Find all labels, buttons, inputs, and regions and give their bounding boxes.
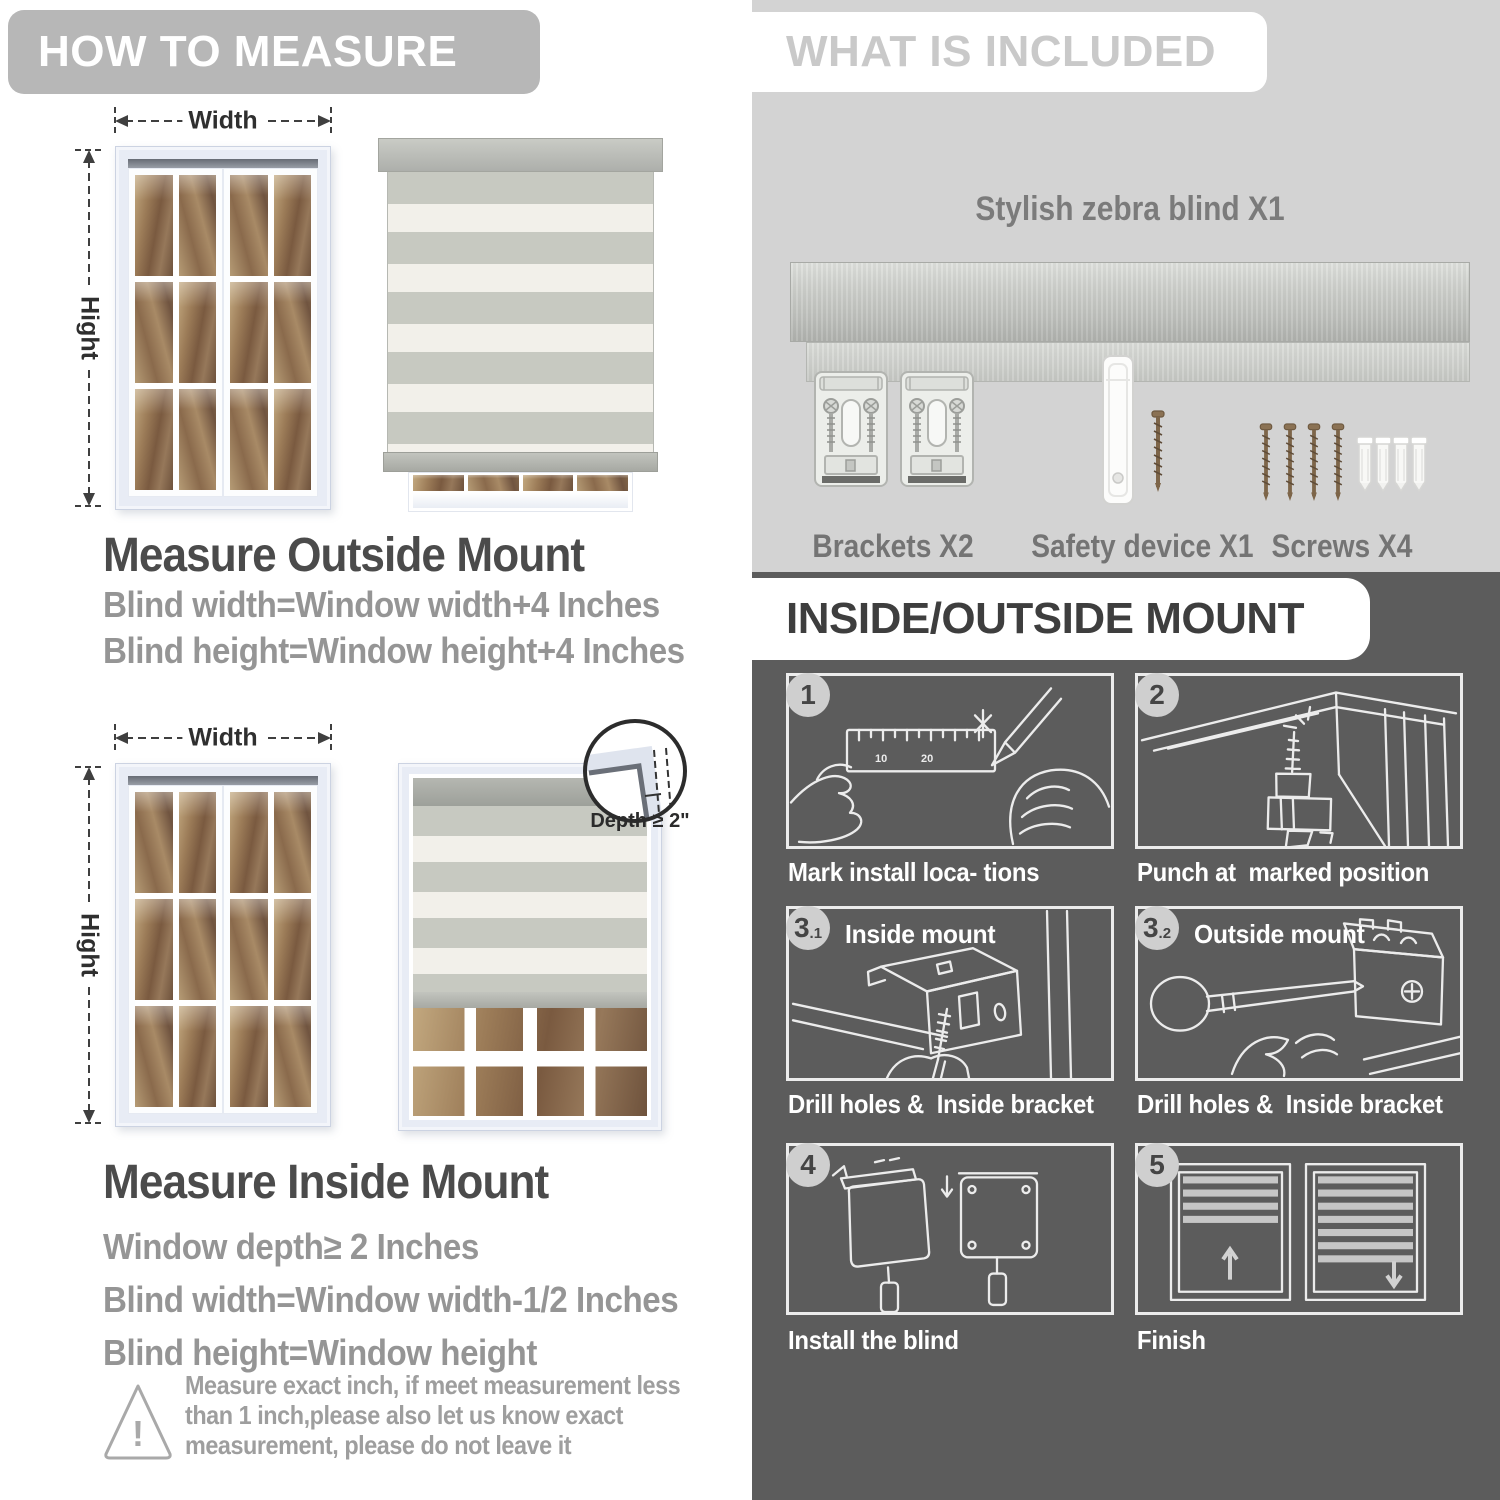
- step-number: 3 .2: [1135, 906, 1179, 950]
- step-number: 2: [1135, 673, 1179, 717]
- height-arrow-label: Hight: [75, 290, 104, 366]
- height-arrow-label: Hight: [75, 907, 104, 983]
- how-to-measure-title: HOW TO MEASURE: [38, 27, 458, 76]
- finish-drawing: [1138, 1146, 1460, 1312]
- window-top-track: [128, 776, 318, 785]
- step-caption-3-2: Drill holes & Inside bracket: [1137, 1089, 1443, 1119]
- screw-icon: [1150, 408, 1166, 494]
- window-sash: [128, 785, 223, 1114]
- step-number: 4: [786, 1143, 830, 1187]
- drill-drawing: [1138, 676, 1460, 846]
- window-illustration-inside: [115, 763, 331, 1127]
- blind-headrail-image: [790, 262, 1470, 342]
- step-panel-5: [1135, 1143, 1463, 1315]
- blind-bottom-rail: [413, 992, 647, 1008]
- window-sash: [223, 168, 318, 497]
- step-panel-1: [786, 673, 1114, 849]
- inside-mount-label: Inside mount: [845, 919, 996, 949]
- svg-text:10: 10: [875, 752, 888, 766]
- step-caption-1: Mark install loca- tions: [788, 857, 1040, 887]
- step-number: 1: [786, 673, 830, 717]
- product-title: Stylish zebra blind X1: [975, 190, 1285, 228]
- width-arrow-label: Width: [182, 107, 263, 136]
- width-arrow-label: Width: [182, 724, 263, 753]
- step-caption-4: Install the blind: [788, 1325, 959, 1355]
- what-is-included-title: WHAT IS INCLUDED: [786, 27, 1217, 76]
- inside-mount-rule-height: Blind height=Window height: [103, 1332, 537, 1373]
- safety-device-icon: [1096, 352, 1142, 512]
- height-arrow: [72, 146, 106, 510]
- safety-device-label: Safety device X1: [1031, 528, 1254, 564]
- blind-illustration-outside: [378, 138, 663, 512]
- screws-anchors-icon: [1258, 422, 1428, 502]
- step-number: 3 .1: [786, 906, 830, 950]
- install-blind-drawing: [789, 1146, 1111, 1312]
- outside-mount-rule-height: Blind height=Window height+4 Inches: [103, 630, 685, 671]
- window-sash: [128, 168, 223, 497]
- step-caption-5: Finish: [1137, 1325, 1206, 1355]
- step-panel-2: [1135, 673, 1463, 849]
- height-arrow: [72, 763, 106, 1127]
- bracket-icon: [812, 366, 890, 494]
- window-below-blind: [413, 1008, 647, 1116]
- outside-mount-rule-width: Blind width=Window width+4 Inches: [103, 584, 660, 625]
- inside-mount-rule-depth: Window depth≥ 2 Inches: [103, 1226, 479, 1267]
- how-to-measure-banner: [8, 10, 540, 94]
- warning-triangle-icon: [100, 1380, 176, 1464]
- depth-note: Depth ≥ 2": [590, 810, 690, 832]
- width-arrow: [103, 104, 343, 138]
- step-number: 5: [1135, 1143, 1179, 1187]
- step-caption-2: Punch at marked position: [1137, 857, 1430, 887]
- brackets-label: Brackets X2: [812, 528, 974, 564]
- mark-locations-drawing: [789, 676, 1111, 846]
- inside-outside-mount-title: INSIDE/OUTSIDE MOUNT: [786, 594, 1305, 643]
- width-arrow: [103, 721, 343, 755]
- window-below-blind: [408, 472, 633, 512]
- what-is-included-banner: [752, 12, 1267, 92]
- step-panel-3-1: [786, 906, 1114, 1081]
- blind-zebra-stripes: [387, 172, 654, 452]
- svg-text:20: 20: [921, 752, 934, 766]
- window-illustration-outside: [115, 146, 331, 510]
- blind-headrail: [378, 138, 663, 172]
- window-top-track: [128, 159, 318, 168]
- inside-outside-mount-banner: [752, 578, 1370, 660]
- warning-text: Measure exact inch, if meet measurement less than 1 inch,please also let us know exact measurement, please do not leave it: [185, 1370, 681, 1460]
- svg-text:!: !: [132, 1413, 144, 1454]
- bracket-icon: [898, 366, 976, 494]
- inside-mount-title: Measure Inside Mount: [103, 1156, 549, 1209]
- step-panel-4: [786, 1143, 1114, 1315]
- step-caption-3-1: Drill holes & Inside bracket: [788, 1089, 1094, 1119]
- outside-mount-title: Measure Outside Mount: [103, 529, 585, 582]
- window-sash: [223, 785, 318, 1114]
- step-panel-3-2: [1135, 906, 1463, 1081]
- screws-label: Screws X4: [1271, 528, 1413, 564]
- outside-mount-label: Outside mount: [1194, 919, 1365, 949]
- inside-mount-rule-width: Blind width=Window width-1/2 Inches: [103, 1279, 679, 1320]
- blind-bottom-rail: [383, 452, 658, 472]
